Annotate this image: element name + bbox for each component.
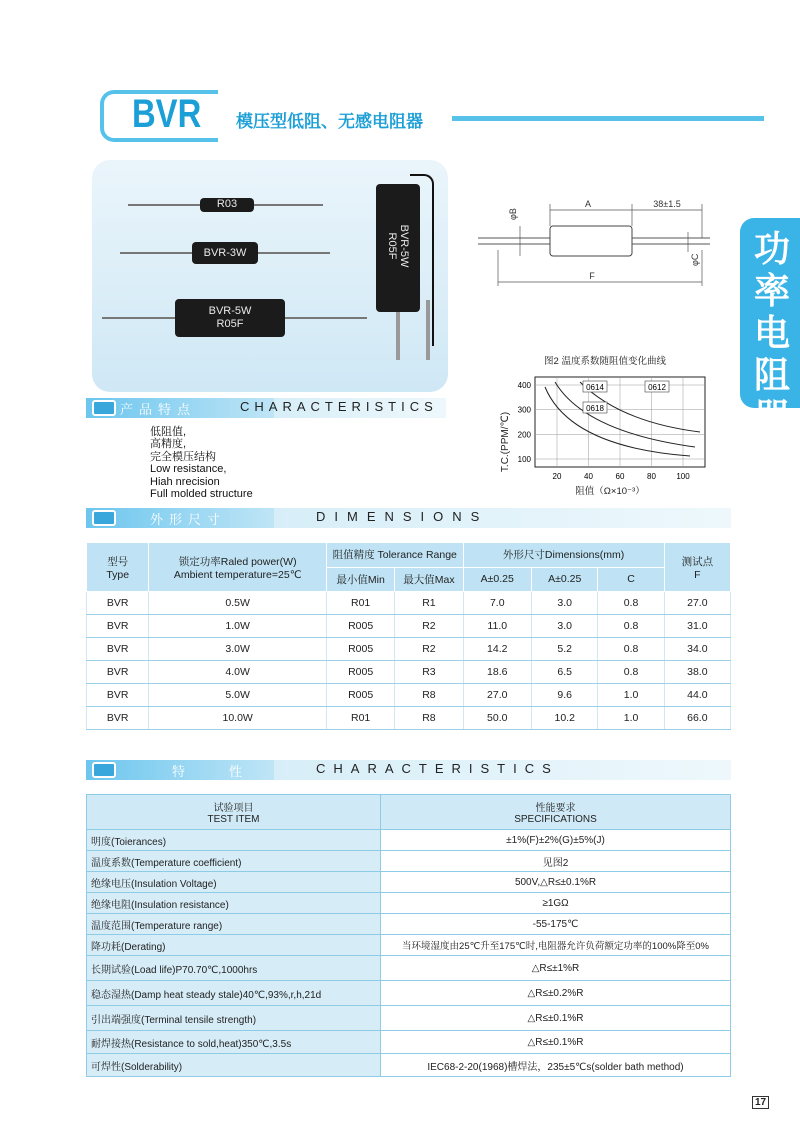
table-row: BVR 3.0W R005 R2 14.2 5.2 0.8 34.0: [87, 638, 731, 661]
characteristics-table: [86, 794, 731, 1077]
col-a: A±0.25: [463, 567, 531, 592]
x-tick-label: 100: [676, 472, 690, 481]
dimensions-title-en: DIMENSIONS: [316, 509, 489, 524]
characteristics-title-en: CHARACTERISTICS: [316, 761, 559, 776]
col-power: 锁定功率Raled power(W) Ambient temperature=25℃: [149, 543, 327, 592]
table-row: 温度系数(Temperature coefficient) 见图2: [87, 851, 731, 872]
side-tab-label: 功率电阻器: [753, 228, 790, 438]
table-row: 可焊性(Solderability) IEC68-2-20(1968)槽焊法，235±5℃s(solder bath method): [87, 1054, 731, 1077]
characteristics-section-bar: [86, 760, 731, 780]
product-code: BVR: [132, 92, 202, 136]
chart-title: 图2 温度系数随阻值变化曲线: [544, 356, 666, 367]
x-tick-label: 60: [615, 472, 625, 481]
dimension-drawing: [470, 190, 730, 300]
features-title-en: CHARACTERISTICS: [240, 399, 438, 414]
dim-label-c: φC: [690, 253, 700, 266]
x-tick-label: 20: [552, 472, 562, 481]
curve-label-0618: 0618: [586, 404, 604, 413]
chart-xlabel: 阻值（Ω×10⁻³）: [575, 486, 645, 497]
table-row: 明度(Toierances) ±1%(F)±2%(G)±5%(J): [87, 830, 731, 851]
product-title: 模压型低阻、无感电阻器: [236, 112, 423, 132]
header-rule: [452, 116, 764, 121]
section-marker: [92, 510, 116, 526]
table-row: 稳态湿热(Damp heat steady stale)40℃,93%,r,h,21d △R≤±0.2%R: [87, 981, 731, 1006]
col-range: 阻值精度 Tolerance Range: [326, 543, 463, 568]
col-type: 型号 Type: [87, 543, 149, 592]
feature-list: 低阻值, 高精度, 完全模压结构 Low resistance, Hiah nrecision Full molded structure: [150, 426, 253, 501]
curve-0614: [555, 382, 695, 447]
table-row: BVR 5.0W R005 R8 27.0 9.6 1.0 44.0: [87, 684, 731, 707]
dim-label-b: φB: [508, 208, 518, 220]
table-row: BVR 0.5W R01 R1 7.0 3.0 0.8 27.0: [87, 592, 731, 615]
product-photo: [92, 160, 448, 392]
table-row: 绝缘电阻(Insulation resistance) ≥1GΩ: [87, 893, 731, 914]
dim-label-38: 38±1.5: [653, 199, 681, 209]
features-section-bar: [86, 398, 446, 418]
features-title-cn: 产品特点: [120, 402, 197, 417]
col-c: C: [598, 567, 664, 592]
curve-label-0612: 0612: [648, 383, 666, 392]
table-row: 耐焊接热(Resistance to sold,heat)350℃,3.5s △R≤±0.1%R: [87, 1031, 731, 1054]
dimensions-table: [86, 542, 731, 730]
dim-label-a: A: [584, 199, 592, 209]
col-b: A±0.25: [531, 567, 597, 592]
col-test: 测试点 F: [664, 543, 730, 592]
col-test-item: 试验项目 TEST ITEM: [87, 795, 381, 830]
resistor-r03: R03: [200, 198, 254, 212]
table-row: 绝缘电压(Insulation Voltage) 500V,△R≤±0.1%R: [87, 872, 731, 893]
y-tick-label: 400: [517, 381, 531, 390]
lead-wire: [426, 300, 430, 360]
col-dims: 外形尺寸Dimensions(mm): [463, 543, 664, 568]
col-min: 最小值Min: [326, 567, 394, 592]
curve-label-0614: 0614: [586, 383, 604, 392]
tc-chart: [490, 352, 720, 502]
table-row: BVR 1.0W R005 R2 11.0 3.0 0.8 31.0: [87, 615, 731, 638]
x-tick-label: 40: [584, 472, 593, 481]
table-row: BVR 10.0W R01 R8 50.0 10.2 1.0 66.0: [87, 707, 731, 730]
section-marker: [92, 400, 116, 416]
col-max: 最大值Max: [395, 567, 463, 592]
table-row: 长期试验(Load life)P70.70℃,1000hrs △R≤±1%R: [87, 956, 731, 981]
table-row: 引出端强度(Terminal tensile strength) △R≤±0.1%R: [87, 1006, 731, 1031]
resistor-bvr-3w: BVR-3W: [192, 242, 258, 264]
y-tick-label: 100: [517, 455, 531, 464]
x-tick-label: 80: [647, 472, 656, 481]
y-tick-label: 300: [517, 405, 531, 415]
table-row: 温度范围(Temperature range) -55-175℃: [87, 914, 731, 935]
table-row: BVR 4.0W R005 R3 18.6 6.5 0.8 38.0: [87, 661, 731, 684]
resistor-bvr-5w-vertical: BVR-5W R05F: [376, 184, 420, 312]
page-number: 17: [752, 1096, 769, 1109]
table-row: 降功耗(Derating) 当环境湿度由25℃升至175℃时,电阻器允许负荷额定功率的100%降至0%: [87, 935, 731, 956]
col-specifications: 性能要求 SPECIFICATIONS: [381, 795, 731, 830]
characteristics-title-cn: 特 性: [172, 764, 249, 779]
dim-label-f: F: [589, 271, 595, 281]
dimensions-section-bar: [86, 508, 731, 528]
section-marker: [92, 762, 116, 778]
resistor-bvr-5w: BVR-5W R05F: [175, 299, 285, 337]
chart-ylabel: T.C.(PPM/℃): [500, 411, 511, 473]
y-tick-label: 200: [517, 430, 531, 440]
dimensions-title-cn: 外形尺寸: [150, 512, 227, 527]
